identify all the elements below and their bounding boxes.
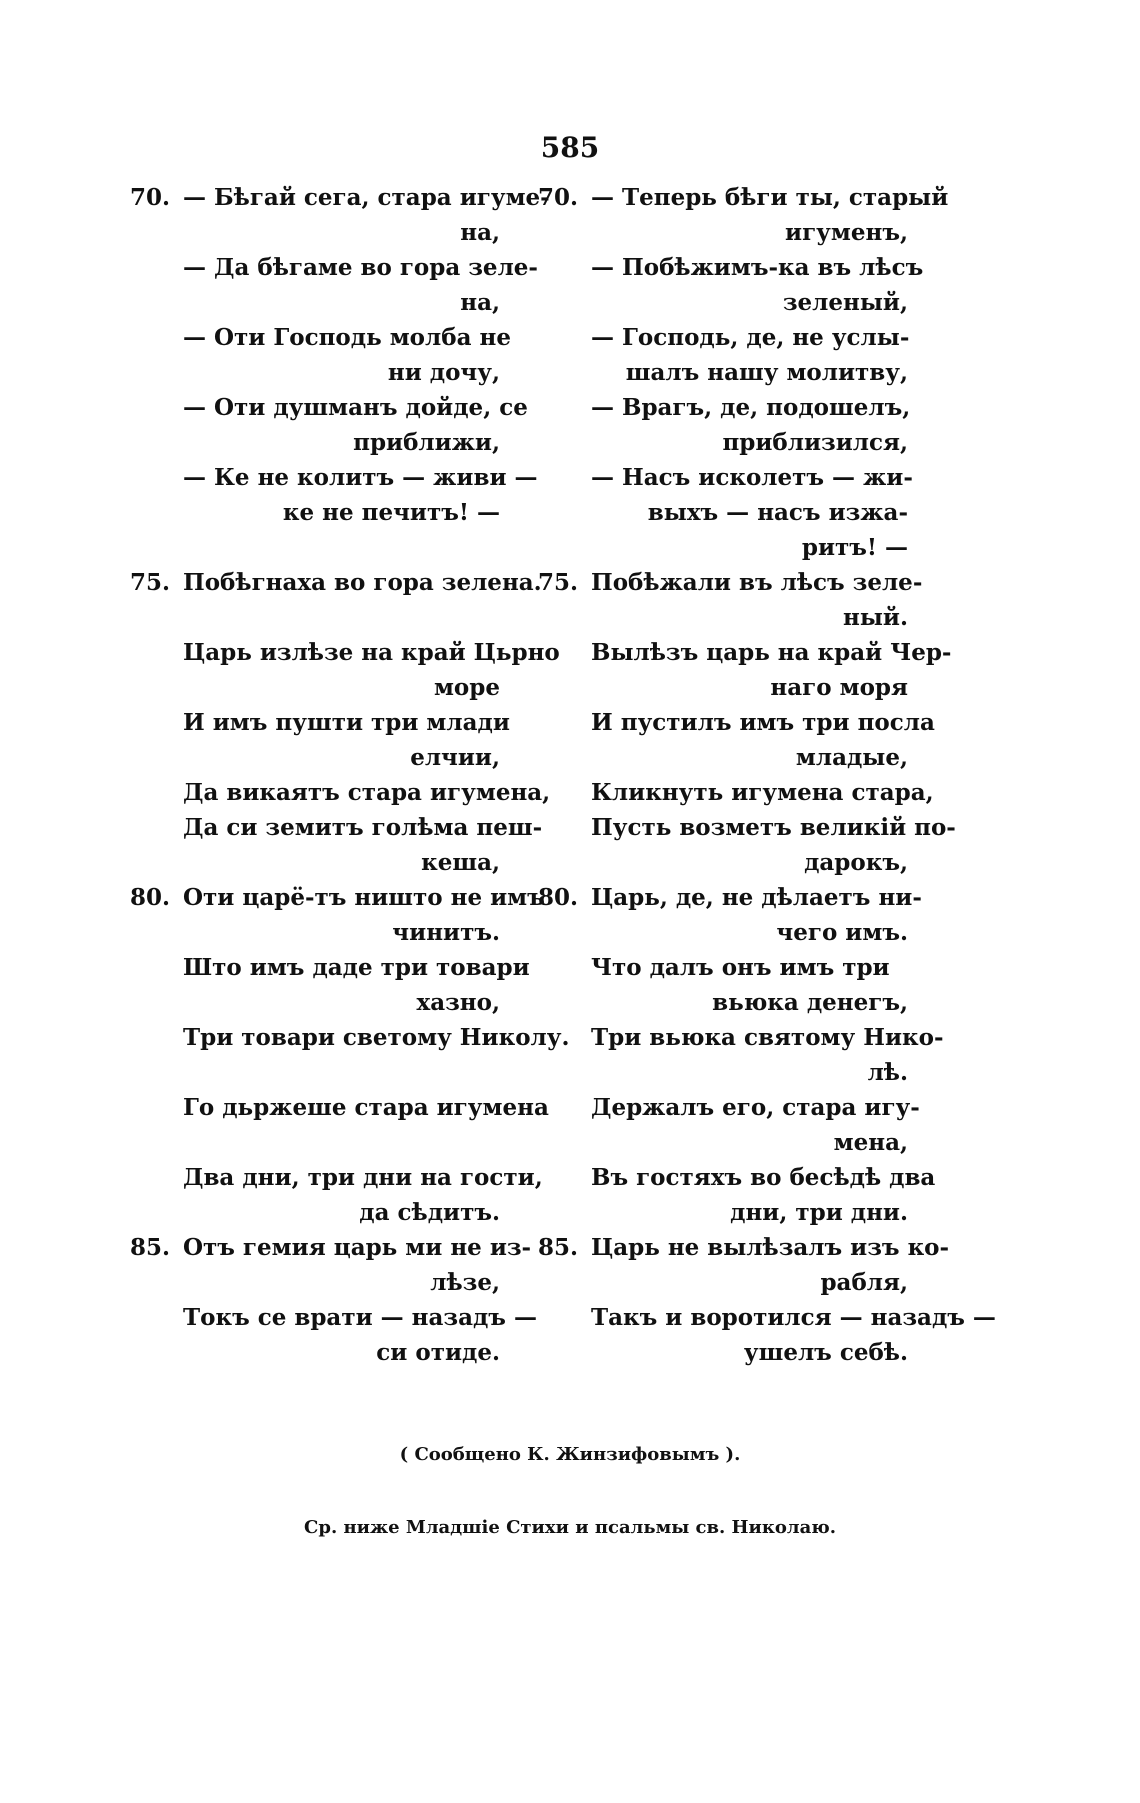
verse-text: шалъ нашу молитву, — [625, 359, 908, 386]
verse-text: — Оти душманъ дойде, се — [183, 394, 528, 421]
verse-text: Отъ гемия царь ми не из- — [183, 1234, 532, 1261]
verse-text: зеленый, — [782, 289, 908, 316]
verse-line — [538, 495, 908, 530]
verse-line — [130, 1300, 537, 1335]
verse-text: игуменъ, — [785, 219, 908, 246]
verse-line — [130, 565, 542, 600]
verse-text: мена, — [833, 1129, 908, 1156]
verse-text: — Побѣжимъ-ка въ лѣсъ — [591, 254, 924, 281]
verse-line — [538, 915, 908, 950]
verse-text: дарокъ, — [804, 849, 908, 876]
verse-line — [538, 215, 908, 250]
verse-line — [130, 215, 500, 250]
verse-text: Пусть возметъ великій по- — [591, 814, 956, 841]
verse-line — [538, 425, 908, 460]
verse-line — [538, 635, 952, 670]
verse-text: си отиде. — [376, 1339, 500, 1366]
verse-text: Держалъ его, стара игу- — [591, 1094, 920, 1121]
verse-line — [130, 1195, 500, 1230]
verse-text: рабля, — [820, 1269, 908, 1296]
verse-text: — Врагъ, де, подошелъ, — [591, 394, 911, 421]
verse-line — [130, 1055, 500, 1090]
verse-text: кеша, — [421, 849, 500, 876]
verse-line — [538, 810, 956, 845]
verse-text: младые, — [795, 744, 908, 771]
verse-text: Токъ се врати — назадъ — — [183, 1304, 537, 1331]
verse-number: 75. — [130, 569, 171, 596]
verse-line — [538, 390, 911, 425]
verse-line — [538, 600, 908, 635]
verse-line — [130, 1160, 543, 1195]
verse-text: Што имъ даде три товари — [183, 954, 530, 981]
verse-text: Царь, де, не дѣлаетъ ни- — [591, 884, 922, 911]
verse-line — [538, 1160, 936, 1195]
verse-text: Вылѣзъ царь на край Чер- — [591, 639, 952, 666]
verse-line — [130, 1230, 532, 1265]
verse-text: Царь не вылѣзалъ изъ ко- — [591, 1234, 950, 1261]
verse-line — [130, 705, 510, 740]
verse-line — [538, 1020, 944, 1055]
verse-line — [538, 775, 934, 810]
verse-line — [538, 985, 908, 1020]
verse-line — [538, 705, 935, 740]
verse-text: ни дочу, — [387, 359, 500, 386]
verse-text: Кликнуть игумена стара, — [591, 779, 934, 806]
verse-line — [130, 880, 545, 915]
verse-line — [538, 1300, 996, 1335]
verse-number: 85. — [130, 1234, 171, 1261]
verse-line — [130, 250, 538, 285]
verse-line — [130, 1265, 500, 1300]
verse-text: наго моря — [770, 674, 908, 701]
verse-line — [538, 1265, 908, 1300]
verse-text: да сѣдитъ. — [359, 1199, 500, 1226]
verse-line — [538, 740, 908, 775]
verse-line — [538, 950, 908, 985]
verse-text: — Насъ исколетъ — жи- — [591, 464, 913, 491]
verse-text: на, — [460, 219, 500, 246]
attribution-note: ( Сообщено К. Жинзифовымъ ). — [399, 1444, 741, 1465]
verse-line — [130, 950, 530, 985]
verse-text: — Оти Господь молба не — [183, 324, 511, 351]
verse-line — [538, 250, 924, 285]
verse-text: ке не печитъ! — — [282, 499, 500, 526]
verse-line — [130, 320, 511, 355]
verse-line — [538, 670, 908, 705]
verse-text: — Бѣгай сега, стара игуме- — [183, 184, 550, 211]
verse-text: Да викаятъ стара игумена, — [183, 779, 551, 806]
verse-text: лѣ. — [867, 1059, 908, 1086]
verse-text: ный. — [843, 604, 908, 631]
verse-number: 80. — [130, 884, 171, 911]
verse-line — [130, 915, 500, 950]
verse-text: на, — [460, 289, 500, 316]
verse-number: 70. — [130, 184, 171, 211]
verse-text: чинитъ. — [392, 919, 500, 946]
verse-line — [538, 565, 923, 600]
verse-number: 80. — [538, 884, 579, 911]
verse-text: И имъ пушти три млади — [183, 709, 510, 736]
verse-line — [130, 740, 500, 775]
verse-line — [538, 1055, 908, 1090]
verse-text: — Да бѣгаме во гора зеле- — [183, 254, 538, 281]
verse-line — [130, 670, 500, 705]
verse-text: Два дни, три дни на гости, — [183, 1164, 543, 1191]
verse-line — [130, 355, 500, 390]
verse-text: вьюка денегъ, — [712, 989, 908, 1016]
verse-line — [538, 1125, 908, 1160]
verse-text: море — [433, 674, 500, 701]
verse-line — [130, 600, 500, 635]
verse-line — [538, 880, 922, 915]
verse-line — [538, 1195, 908, 1230]
verse-text: Побѣгнаха во гора зелена. — [183, 569, 542, 596]
verse-line — [130, 460, 538, 495]
verse-text: Оти царё-тъ ништо не имъ — [183, 884, 545, 911]
verse-line — [538, 845, 908, 880]
verse-line — [130, 775, 551, 810]
verse-text: выхъ — насъ изжа- — [647, 499, 908, 526]
right-column-russian — [538, 180, 996, 1370]
verse-line — [130, 985, 500, 1020]
verse-line — [130, 180, 550, 215]
cross-reference-note: Ср. ниже Младшіе Стихи и псальмы св. Николаю. — [304, 1517, 836, 1538]
verse-text: приближи, — [353, 429, 500, 456]
left-column-bulgarian — [130, 180, 570, 1370]
verse-line — [538, 1090, 920, 1125]
verse-text: чего имъ. — [776, 919, 908, 946]
verse-text: Побѣжали въ лѣсъ зеле- — [591, 569, 923, 596]
verse-text: приблизился, — [722, 429, 908, 456]
verse-text: Въ гостяхъ во бесѣдѣ два — [591, 1164, 936, 1191]
verse-line — [130, 495, 500, 530]
verse-text: ушелъ себѣ. — [743, 1339, 908, 1366]
verse-text: дни, три дни. — [730, 1199, 908, 1226]
verse-text: Что далъ онъ имъ три — [591, 954, 890, 981]
verse-number: 75. — [538, 569, 579, 596]
verse-text: Го дьржеше стара игумена — [183, 1094, 549, 1121]
verse-line — [130, 285, 500, 320]
verse-line — [130, 810, 543, 845]
verse-line — [130, 1020, 570, 1055]
verse-text: Такъ и воротился — назадъ — — [591, 1304, 996, 1331]
verse-line — [130, 1335, 500, 1370]
verse-line — [538, 530, 908, 565]
verse-line — [130, 635, 560, 670]
verse-line — [130, 390, 528, 425]
page-number: 585 — [540, 131, 600, 164]
verse-line — [538, 320, 908, 355]
verse-number: 70. — [538, 184, 579, 211]
verse-text: ритъ! — — [801, 534, 908, 561]
verse-text: лѣзе, — [430, 1269, 500, 1296]
verse-line — [130, 845, 500, 880]
verse-text: — Ке не колитъ — живи — — [183, 464, 538, 491]
verse-text: И пустилъ имъ три посла — [591, 709, 935, 736]
verse-line — [538, 460, 913, 495]
verse-text: хазно, — [416, 989, 500, 1016]
verse-line — [538, 285, 908, 320]
verse-number: 85. — [538, 1234, 579, 1261]
verse-line — [130, 425, 500, 460]
verse-text: Царь излѣзе на край Цьрно — [183, 639, 560, 666]
verse-text: Да си земитъ голѣма пеш- — [183, 814, 543, 841]
verse-text: — Теперь бѣги ты, старый — [591, 184, 949, 211]
verse-text: — Господь, де, не услы- — [591, 324, 910, 351]
verse-text: Три товари светому Николу. — [183, 1024, 570, 1051]
verse-line — [538, 1335, 908, 1370]
verse-line — [130, 1125, 500, 1160]
verse-line — [538, 355, 908, 390]
verse-text: Три вьюка святому Нико- — [591, 1024, 944, 1051]
verse-line — [130, 1090, 549, 1125]
verse-line — [538, 1230, 950, 1265]
verse-line — [538, 180, 949, 215]
verse-line — [130, 530, 500, 565]
verse-text: елчии, — [410, 744, 500, 771]
